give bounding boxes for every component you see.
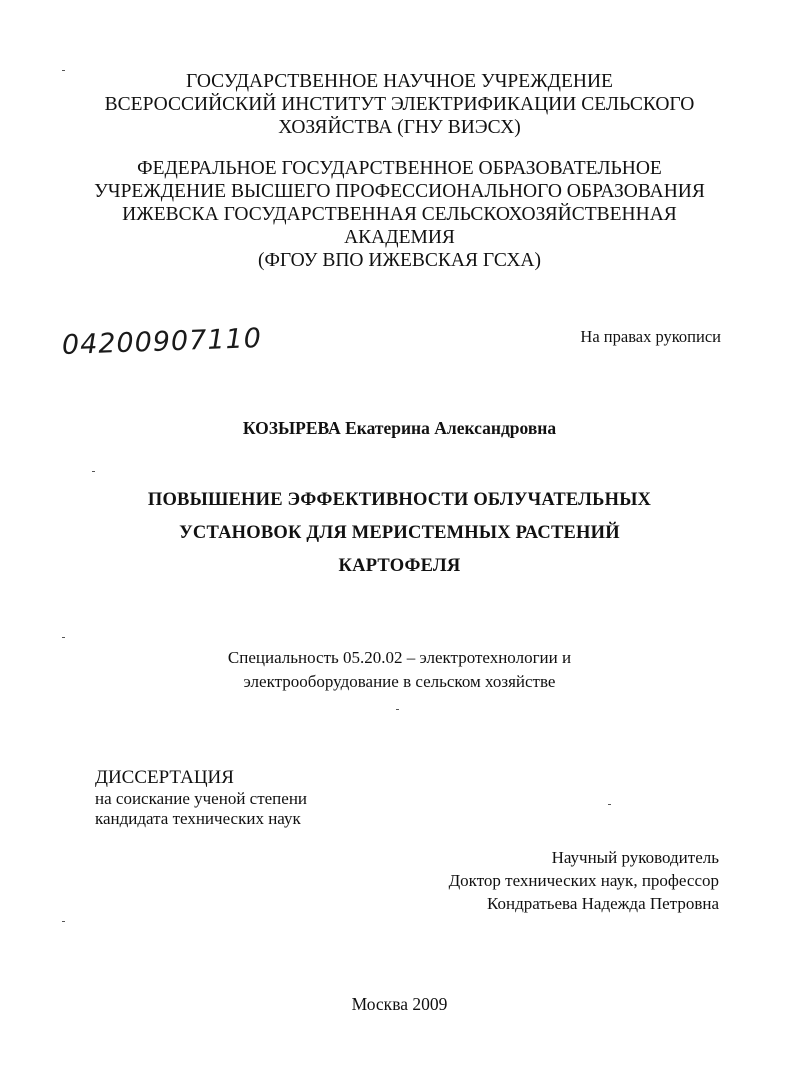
advisor-block bbox=[449, 846, 719, 915]
institution-2-line: ФЕДЕРАЛЬНОЕ ГОСУДАРСТВЕННОЕ ОБРАЗОВАТЕЛЬНОЕ bbox=[137, 158, 662, 179]
rights-note: На правах рукописи bbox=[580, 327, 721, 346]
handwritten-archive-number: 04200907110 bbox=[61, 323, 263, 361]
institution-2-line: АКАДЕМИЯ bbox=[344, 227, 455, 248]
institution-1-line: ГОСУДАРСТВЕННОЕ НАУЧНОЕ УЧРЕЖДЕНИЕ bbox=[186, 71, 613, 92]
title-line: КАРТОФЕЛЯ bbox=[338, 556, 461, 576]
scan-speck bbox=[608, 804, 611, 805]
scan-speck bbox=[62, 70, 65, 71]
author-name: КОЗЫРЕВА Екатерина Александровна bbox=[242, 418, 557, 438]
city-year: Москва 2009 bbox=[351, 994, 448, 1014]
degree-heading: ДИССЕРТАЦИЯ bbox=[95, 767, 234, 788]
title-line: УСТАНОВОК ДЛЯ МЕРИСТЕМНЫХ РАСТЕНИЙ bbox=[179, 523, 620, 543]
scan-speck bbox=[62, 921, 65, 922]
institution-1-line: ХОЗЯЙСТВА (ГНУ ВИЭСХ) bbox=[278, 117, 521, 138]
institution-block-2 bbox=[0, 157, 799, 272]
scan-speck bbox=[92, 471, 95, 472]
institution-block-1 bbox=[0, 70, 799, 139]
advisor-name: Кондратьева Надежда Петровна bbox=[486, 894, 719, 913]
degree-block bbox=[95, 767, 307, 829]
specialty bbox=[0, 646, 799, 694]
title-line: ПОВЫШЕНИЕ ЭФФЕКТИВНОСТИ ОБЛУЧАТЕЛЬНЫХ bbox=[147, 490, 652, 510]
specialty-line: Специальность 05.20.02 – электротехнологии и bbox=[227, 648, 572, 667]
scan-speck bbox=[396, 709, 399, 710]
advisor-title: Доктор технических наук, профессор bbox=[448, 871, 719, 890]
institution-2-line: (ФГОУ ВПО ИЖЕВСКАЯ ГСХА) bbox=[257, 250, 542, 271]
advisor-role: Научный руководитель bbox=[551, 848, 719, 867]
scan-speck bbox=[62, 637, 65, 638]
institution-1-line: ВСЕРОССИЙСКИЙ ИНСТИТУТ ЭЛЕКТРИФИКАЦИИ СЕЛЬСКОГО bbox=[104, 94, 695, 115]
institution-2-line: УЧРЕЖДЕНИЕ ВЫСШЕГО ПРОФЕССИОНАЛЬНОГО ОБРАЗОВАНИЯ bbox=[94, 181, 705, 202]
degree-line: кандидата технических наук bbox=[95, 809, 301, 828]
degree-line: на соискание ученой степени bbox=[95, 789, 308, 808]
specialty-line: электрооборудование в сельском хозяйстве bbox=[243, 672, 556, 691]
dissertation-title bbox=[0, 484, 799, 583]
institution-2-line: ИЖЕВСКА ГОСУДАРСТВЕННАЯ СЕЛЬСКОХОЗЯЙСТВЕННАЯ bbox=[122, 204, 677, 225]
